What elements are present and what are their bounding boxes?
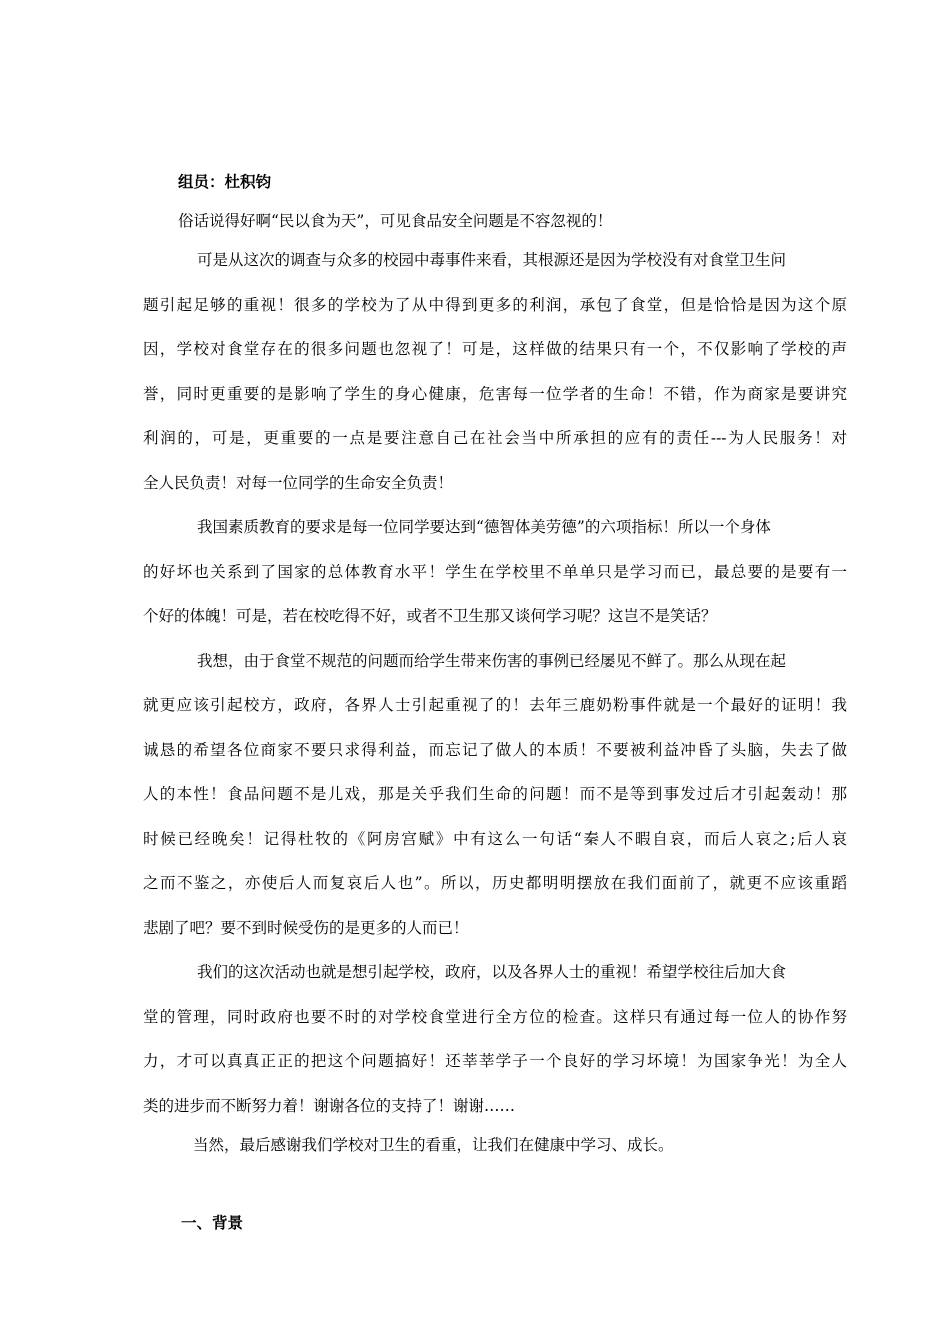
paragraph-1-line-5: 利润的，可是，更重要的一点是要注意自己在社会当中所承担的应有的责任---为人民服务！对 — [143, 429, 847, 447]
paragraph-2-line-1: 我国素质教育的要求是每一位同学要达到“德智体美劳德”的六项指标！所以一个身体 — [197, 518, 771, 536]
paragraph-4-line-1: 我们的这次活动也就是想引起学校，政府，以及各界人士的重视！希望学校往后加大食 — [197, 963, 787, 981]
paragraph-3-line-1: 我想，由于食堂不规范的问题而给学生带来伤害的事例已经屡见不鲜了。那么从现在起 — [197, 652, 787, 670]
paragraph-4-line-4: 类的进步而不断努力着！谢谢各位的支持了！谢谢…… — [143, 1097, 516, 1115]
paragraph-1-line-3: 因，学校对食堂存在的很多问题也忽视了！可是，这样做的结果只有一个，不仅影响了学校的声 — [143, 340, 847, 358]
paragraph-1-line-1: 可是从这次的调查与众多的校园中毒事件来看，其根源还是因为学校没有对食堂卫生问 — [197, 251, 787, 269]
paragraph-3-line-2: 就更应该引起校方，政府，各界人士引起重视了的！去年三鹿奶粉事件就是一个最好的证明！我 — [143, 696, 847, 714]
paragraph-3-line-6: 之而不鉴之，亦使后人而复哀后人也”。所以，历史都明明摆放在我们面前了，就更不应该重蹈 — [143, 874, 847, 892]
paragraph-2-line-3: 个好的体魄！可是，若在校吃得不好，或者不卫生那又谈何学习呢？这岂不是笑话？ — [143, 607, 717, 625]
paragraph-1-line-2: 题引起足够的重视！很多的学校为了从中得到更多的利润，承包了食堂，但是恰恰是因为这个原 — [143, 296, 847, 314]
paragraph-3-line-4: 人的本性！食品问题不是儿戏，那是关乎我们生命的问题！而不是等到事发过后才引起轰动！那 — [143, 785, 847, 803]
intro-line: 俗话说得好啊“民以食为天”，可见食品安全问题是不容忽视的！ — [178, 212, 613, 230]
paragraph-3-line-7: 悲剧了吧？要不到时候受伤的是更多的人而已！ — [143, 919, 469, 937]
paragraph-4-line-2: 堂的管理，同时政府也要不时的对学校食堂进行全方位的检查。这样只有通过每一位人的协作努 — [143, 1008, 847, 1026]
paragraph-2-line-2: 的好坏也关系到了国家的总体教育水平！学生在学校里不单单只是学习而已，最总要的是要有一 — [143, 563, 847, 581]
paragraph-1-line-6: 全人民负责！对每一位同学的生命安全负责！ — [143, 474, 454, 492]
member-line: 组员：杜积钧 — [178, 172, 272, 191]
section-heading: 一、背景 — [181, 1213, 244, 1232]
paragraph-3-line-3: 诚恳的希望各位商家不要只求得利益，而忘记了做人的本质！不要被利益冲昏了头脑，失去了做 — [143, 741, 847, 759]
paragraph-3-line-5: 时候已经晚矣！记得杜牧的《阿房宫赋》中有这么一句话“秦人不暇自哀，而后人哀之;后人哀 — [143, 830, 847, 848]
closing-line: 当然，最后感谢我们学校对卫生的看重，让我们在健康中学习、成长。 — [193, 1136, 674, 1154]
paragraph-4-line-3: 力，才可以真真正正的把这个问题搞好！还莘莘学子一个良好的学习坏境！为国家争光！为全人 — [143, 1052, 847, 1070]
paragraph-1-line-4: 誉，同时更重要的是影响了学生的身心健康，危害每一位学者的生命！不错，作为商家是要讲究 — [143, 385, 847, 403]
